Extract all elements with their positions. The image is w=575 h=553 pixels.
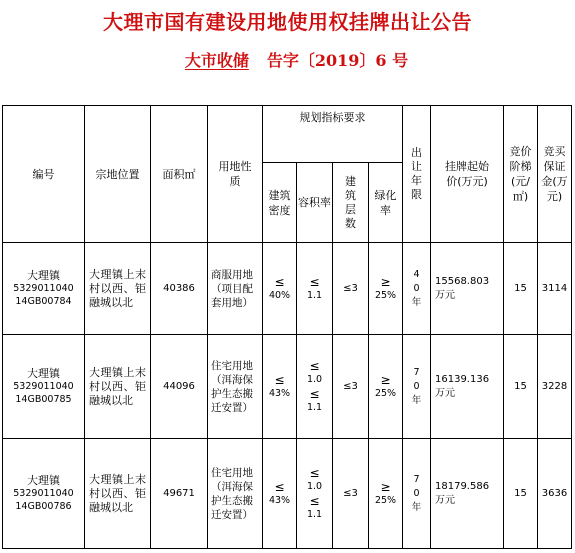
- cell-location: 大理镇上末村以西、钜融城以北: [85, 335, 151, 439]
- header-increment: 竞价阶梯(元/㎡): [504, 106, 538, 243]
- header-floors: 建筑层数: [333, 163, 369, 243]
- cell-start-price: 16139.136 万元: [431, 335, 504, 439]
- cell-term: 70年: [403, 335, 431, 439]
- header-green: 绿化率: [369, 163, 403, 243]
- cell-density: ≤ 40%: [263, 243, 297, 335]
- cell-density: ≤ 43%: [263, 439, 297, 549]
- table-row: [3, 243, 572, 335]
- cell-increment: 15: [504, 243, 538, 335]
- table-row: [3, 335, 572, 439]
- cell-deposit: 3228: [538, 335, 572, 439]
- cell-floors: ≤3: [333, 335, 369, 439]
- cell-deposit: 3636: [538, 439, 572, 549]
- cell-far: ≤ 1.0 ≤ 1.1: [297, 439, 333, 549]
- cell-floors: ≤3: [333, 243, 369, 335]
- cell-increment: 15: [504, 335, 538, 439]
- header-code: 编号: [3, 106, 85, 243]
- cell-green: ≥ 25%: [369, 439, 403, 549]
- cell-increment: 15: [504, 439, 538, 549]
- header-term: 出让年限: [403, 106, 431, 243]
- cell-start-price: 15568.803 万元: [431, 243, 504, 335]
- cell-code: 大理镇 5329011040 14GB00785: [3, 335, 85, 439]
- cell-area: 49671: [151, 439, 208, 549]
- notice-number-suffix: 告字〔2019〕6 号: [266, 51, 409, 70]
- header-planning: 规划指标要求: [263, 106, 403, 163]
- table-row: [3, 439, 572, 549]
- cell-far: ≤ 1.1: [297, 243, 333, 335]
- cell-area: 44096: [151, 335, 208, 439]
- header-density: 建筑密度: [263, 163, 297, 243]
- cell-density: ≤ 43%: [263, 335, 297, 439]
- cell-code: 大理镇 5329011040 14GB00786: [3, 439, 85, 549]
- cell-deposit: 3114: [538, 243, 572, 335]
- notice-number: [0, 48, 575, 71]
- header-land-use: 用地性质: [208, 106, 263, 243]
- cell-floors: ≤3: [333, 439, 369, 549]
- land-parcel-table: [2, 105, 572, 549]
- cell-location: 大理镇上末村以西、钜融城以北: [85, 243, 151, 335]
- header-start-price: 挂牌起始价(万元): [431, 106, 504, 243]
- cell-start-price: 18179.586 万元: [431, 439, 504, 549]
- notice-number-prefix: 大市收储: [184, 51, 249, 70]
- cell-green: ≥ 25%: [369, 335, 403, 439]
- cell-term: 70年: [403, 439, 431, 549]
- cell-far: ≤ 1.0 ≤ 1.1: [297, 335, 333, 439]
- header-deposit: 竞买保证金(万元): [538, 106, 572, 243]
- cell-area: 40386: [151, 243, 208, 335]
- cell-land-use: 商服用地（项目配套用地）: [208, 243, 263, 335]
- cell-code: 大理镇 5329011040 14GB00784: [3, 243, 85, 335]
- header-far: 容积率: [297, 163, 333, 243]
- cell-location: 大理镇上末村以西、钜融城以北: [85, 439, 151, 549]
- header-area: 面积㎡: [151, 106, 208, 243]
- notice-title: 大理市国有建设用地使用权挂牌出让公告: [103, 10, 472, 34]
- cell-green: ≥ 25%: [369, 243, 403, 335]
- header-location: 宗地位置: [85, 106, 151, 243]
- cell-land-use: 住宅用地（洱海保护生态搬迁安置）: [208, 335, 263, 439]
- cell-land-use: 住宅用地（洱海保护生态搬迁安置）: [208, 439, 263, 549]
- cell-term: 40年: [403, 243, 431, 335]
